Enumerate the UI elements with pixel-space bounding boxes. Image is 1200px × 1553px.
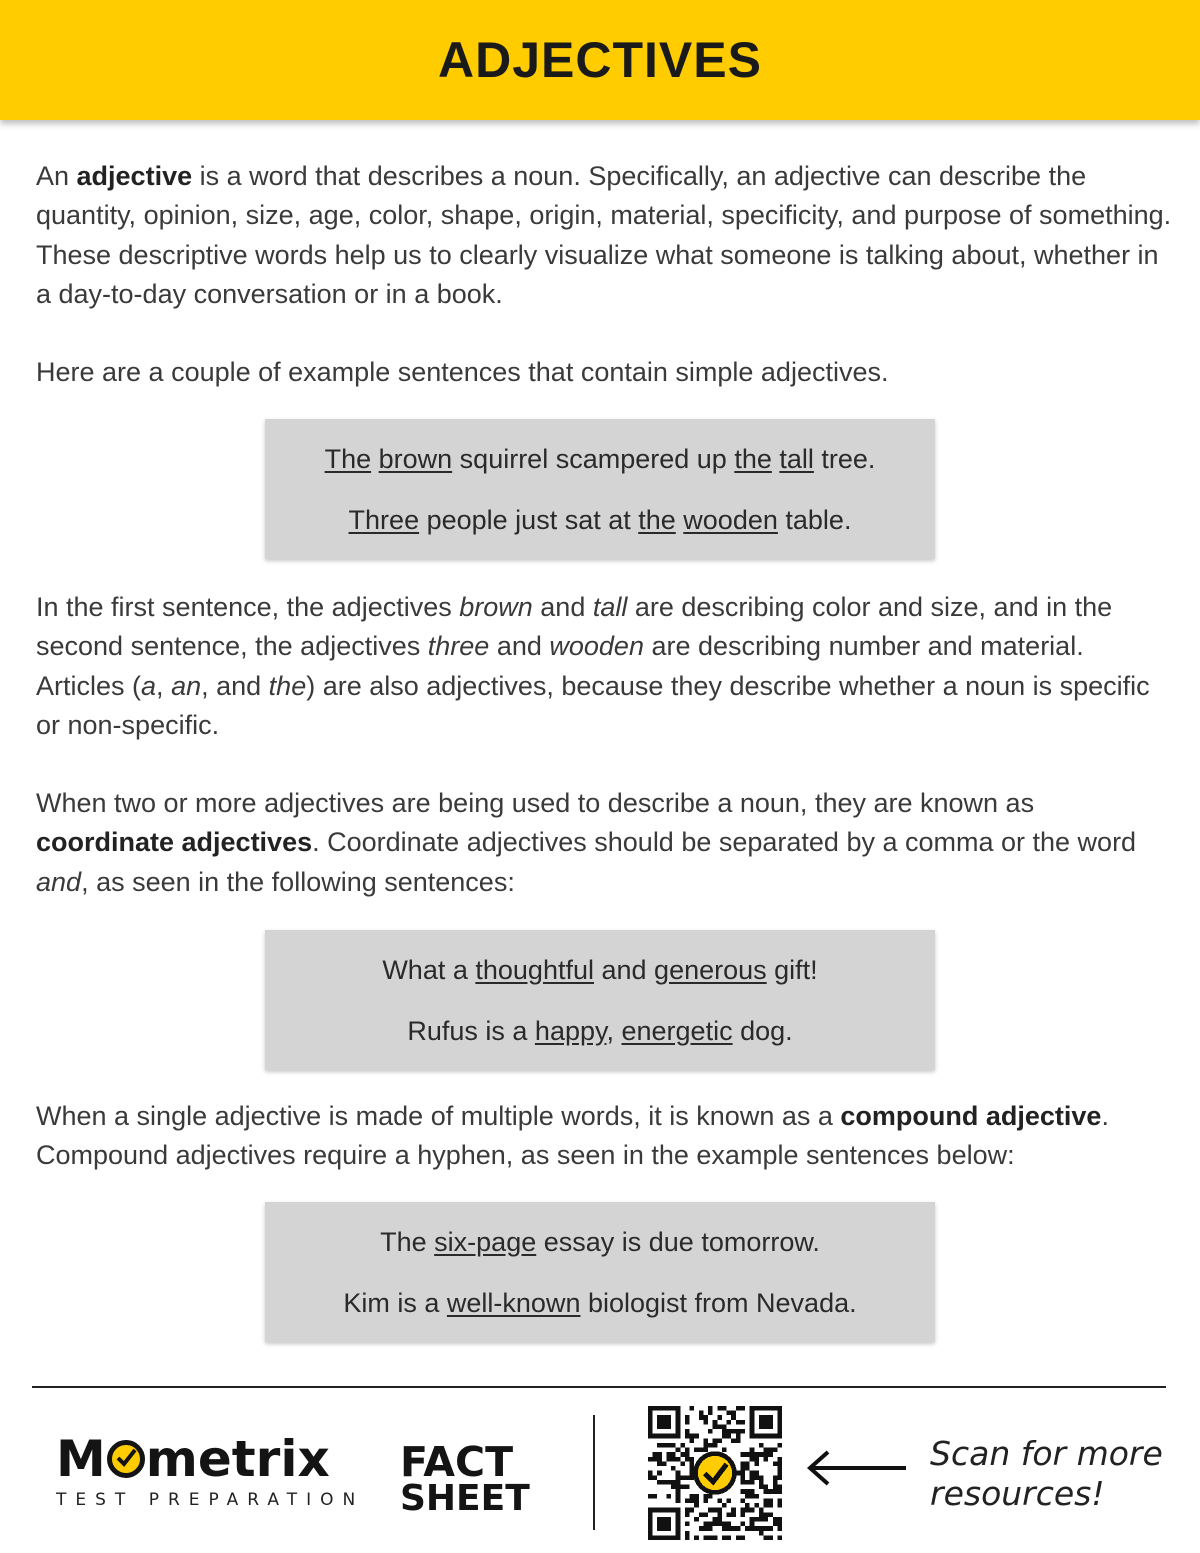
page-title: ADJECTIVES [438, 32, 762, 88]
footer-divider [32, 1386, 1166, 1388]
sentence-text: gift! [766, 954, 818, 985]
term-compound-adjective: compound adjective [840, 1101, 1102, 1131]
underlined-adjective: Three [348, 504, 420, 535]
italic-word: tall [592, 592, 628, 622]
example-sentence [325, 444, 876, 474]
intro-text-rest: is a word that describes a noun. Specifically, an adjective can describe the quantity, opinion, size, age, color, shape, origin, material, specificity, and purpose of something. These descriptive words help us to clearly visualize what someone is talking about, whether in a day-to-day conversation or in a book. [36, 161, 1172, 310]
italic-word: brown [459, 592, 533, 622]
sentence-text: and [593, 954, 655, 985]
qr-code-icon[interactable] [648, 1406, 782, 1540]
underlined-adjective: energetic [621, 1015, 733, 1046]
sentence-text: biologist from Nevada. [580, 1287, 857, 1318]
underlined-adjective: the [734, 443, 772, 474]
header-bar [0, 0, 1200, 120]
sentence-text: tree. [813, 443, 876, 474]
text-span: In the first sentence, the adjectives [36, 592, 460, 622]
underlined-adjective: wooden [683, 504, 778, 535]
sentence-text: people just sat at [419, 504, 639, 535]
underlined-adjective: well-known [446, 1287, 581, 1318]
italic-word: a [141, 670, 157, 701]
text-span: , and [201, 670, 269, 701]
italic-word: an [171, 670, 202, 701]
text-span: are describing number and material. Articles ( [36, 631, 1084, 701]
underlined-adjective: six-page [434, 1226, 537, 1257]
text-span: , as seen in the following sentences: [81, 866, 515, 897]
sheet-label: SHEET [400, 1478, 530, 1519]
sentence-text: The [380, 1226, 435, 1257]
intro-paragraph [36, 157, 1176, 315]
examples-intro: Here are a couple of example sentences that contain simple adjectives. [36, 357, 889, 387]
logo-letters: metrix [145, 1430, 330, 1488]
checkmark-icon [107, 1440, 145, 1478]
logo-letter: M [56, 1430, 106, 1488]
text-span: , [156, 670, 172, 701]
scan-line: resources! [930, 1474, 1105, 1513]
underlined-adjective: happy [534, 1015, 607, 1046]
example-box-compound [265, 1202, 935, 1342]
text-span: and [489, 631, 550, 662]
underlined-adjective: The [324, 443, 372, 474]
example-sentence [343, 1288, 856, 1318]
italic-word: wooden [549, 631, 644, 662]
text-span: ) are also adjectives, because they describe whether a noun is specific or non-specific. [36, 670, 1150, 741]
compound-paragraph [36, 1097, 1176, 1176]
arrow-left-icon [804, 1450, 908, 1486]
italic-word: three [427, 631, 490, 662]
logo-subtitle: TEST PREPARATION [56, 1490, 365, 1510]
sentence-text: essay is due tomorrow. [536, 1226, 820, 1257]
underlined-adjective: brown [378, 443, 453, 474]
example-sentence [382, 955, 817, 985]
footer-vertical-divider [593, 1415, 595, 1530]
sentence-text: squirrel scampered up [452, 443, 735, 474]
underlined-adjective: thoughtful [475, 954, 594, 985]
mometrix-logo [56, 1430, 386, 1510]
example-sentence [349, 505, 852, 535]
coordinate-paragraph [36, 784, 1176, 902]
sentence-text [371, 444, 379, 474]
scan-prompt [930, 1434, 1163, 1514]
sentence-text: Kim is a [343, 1287, 447, 1318]
text-span: When a single adjective is made of multiple words, it is known as a [36, 1101, 841, 1131]
underlined-adjective: tall [779, 443, 814, 474]
text-span: are describing color and size, and in the second sentence, the adjectives [36, 592, 1113, 662]
underlined-adjective: the [638, 504, 676, 535]
sentence-text: dog. [732, 1015, 793, 1046]
explanation-paragraph [36, 588, 1176, 746]
term-coordinate-adjectives: coordinate adjectives [36, 827, 313, 858]
scan-line: Scan for more [930, 1434, 1163, 1473]
text-span: When two or more adjectives are being used to describe a noun, they are known as [36, 788, 1035, 818]
logo-wordmark [56, 1430, 386, 1488]
text-span: and [532, 592, 593, 622]
term-adjective: adjective [76, 161, 193, 191]
italic-word: the [268, 670, 307, 701]
fact-label: FACT [400, 1438, 514, 1486]
text-span: . Compound adjectives require a hyphen, as seen in the example sentences below: [36, 1101, 1109, 1171]
underlined-adjective: generous [654, 954, 767, 985]
intro-text: An [36, 161, 77, 191]
example-box-simple [265, 419, 935, 559]
text-span: . Coordinate adjectives should be separated by a comma or the word [312, 827, 1137, 858]
example-sentence [380, 1227, 820, 1257]
italic-word: and [36, 866, 82, 897]
sentence-text: What a [382, 954, 476, 985]
footer [0, 1390, 1200, 1553]
fact-sheet-label [400, 1438, 530, 1519]
sentence-text: Rufus is a [407, 1015, 535, 1046]
sentence-text: , [606, 1015, 622, 1046]
sentence-text: table. [777, 504, 852, 535]
example-box-coordinate [265, 930, 935, 1070]
example-sentence [407, 1016, 792, 1046]
